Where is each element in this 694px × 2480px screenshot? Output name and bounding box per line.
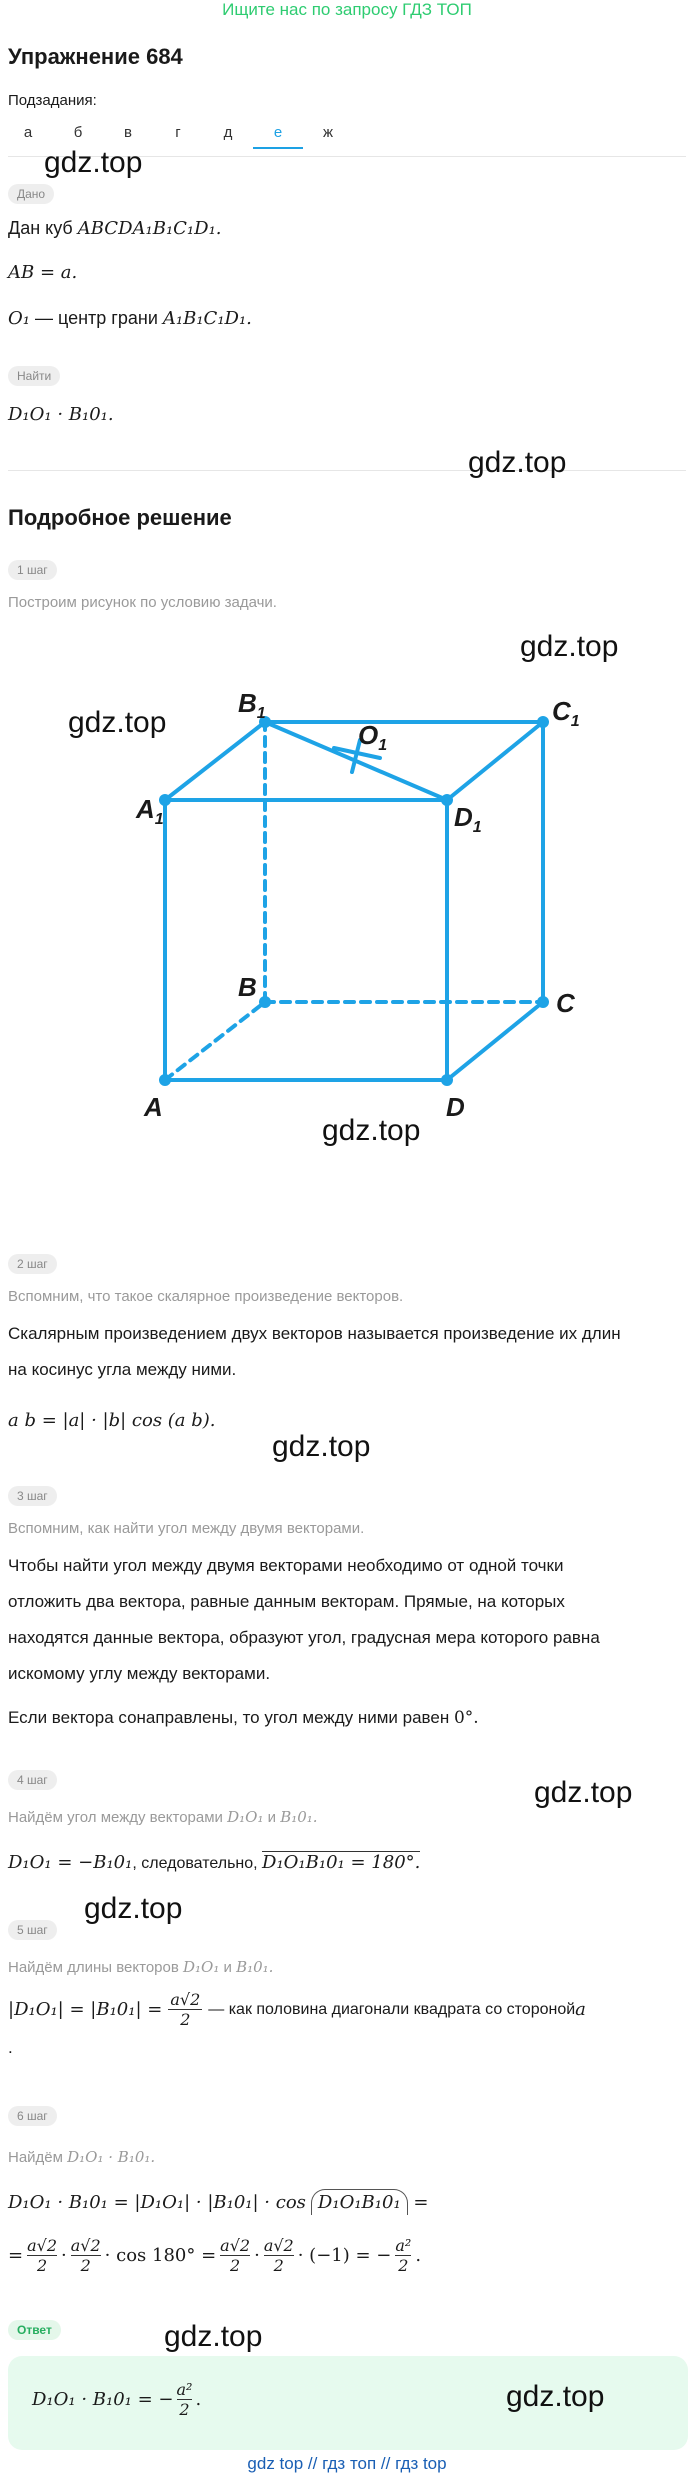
label-a: A [144, 1092, 163, 1122]
vertex-a1 [159, 794, 171, 806]
step-3-badge: 3 шаг [8, 1486, 57, 1506]
tab-v[interactable]: в [124, 124, 132, 141]
find-expression: D₁O₁ · B₁0₁. [8, 404, 114, 425]
label-c: C [556, 988, 575, 1018]
step-3-paragraph-1: Чтобы найти угол между двумя векторами необходимо от одной точки [8, 1556, 564, 1575]
tab-d[interactable]: д [223, 124, 233, 141]
label-a1: $A_1$ [136, 794, 164, 828]
vertex-d1 [441, 794, 453, 806]
step-1-caption: Построим рисунок по условию задачи. [8, 594, 277, 611]
answer-expression: D₁O₁ · B₁0₁ = − $\frac{\text{a²}}{2}$ . [32, 2380, 202, 2419]
step-2-text-1: Скалярным произведением двух векторов называется произведение их длин [8, 1324, 621, 1343]
given-badge: Дано [8, 184, 54, 204]
given-line-1: Дан куб ABCDA₁B₁C₁D₁. [8, 218, 222, 239]
label-o1: $O_1$ [358, 720, 388, 754]
footer-links[interactable]: gdz top // гдз топ // гдз top [247, 2454, 447, 2473]
solution-title: Подробное решение [8, 505, 232, 530]
watermark: gdz.top [44, 146, 143, 179]
step-3-paragraph-5: Если вектора сонаправлены, то угол между ними равен 0°. [8, 1708, 479, 1728]
tab-b[interactable]: б [73, 124, 83, 141]
step-2-text-2: на косинус угла между ними. [8, 1360, 237, 1379]
edge-c1-d1 [447, 722, 543, 800]
watermark: gdz.top [84, 1892, 183, 1925]
edge-a-b [165, 1002, 265, 1080]
step-6-badge: 6 шаг [8, 2106, 57, 2126]
step-4-badge: 4 шаг [8, 1770, 57, 1790]
label-b1: $B_1$ [238, 688, 266, 722]
step-3-paragraph-2: отложить два вектора, равные данным векторам. Прямые, на которых [8, 1592, 565, 1611]
step-5-tail: . [8, 2038, 13, 2057]
step-6-row-1: D₁O₁ · B₁0₁ = |D₁O₁| · |B₁0₁| · cos D₁O₁B₁0₁ = [8, 2192, 428, 2213]
step-3-paragraph-3: находятся данные вектора, образуют угол, градусная мера которого равна [8, 1628, 600, 1647]
exercise-title: Упражнение 684 [8, 44, 183, 69]
step-2-formula: a b = |a| · |b| cos (a b). [8, 1410, 216, 1431]
tab-e[interactable]: е [253, 124, 303, 149]
vertex-d [441, 1074, 453, 1086]
tab-a[interactable]: а [23, 124, 33, 141]
edge-d-c [447, 1002, 543, 1080]
watermark: gdz.top [534, 1776, 633, 1809]
cube-figure [0, 660, 694, 1140]
step-2-caption: Вспомним, что такое скалярное произведение векторов. [8, 1288, 404, 1305]
watermark: gdz.top [164, 2320, 263, 2353]
answer-badge: Ответ [8, 2320, 61, 2340]
find-badge: Найти [8, 366, 60, 386]
label-c1: $C_1$ [552, 696, 580, 730]
edge-a1-b1 [165, 722, 265, 800]
step-6-caption: Найдём D₁O₁ · B₁0₁. [8, 2148, 156, 2166]
label-d: D [446, 1092, 465, 1122]
watermark: gdz.top [506, 2380, 605, 2413]
given-line-2: AB = a. [8, 262, 78, 283]
step-6-row-2: = $\frac{a√2}{2}$ · a√2 2 · cos 180° = $\frac{a√2}{2}$ · a√2 2 · (−1) = − $\frac{\text{a²}}{2}$ . [8, 2236, 422, 2275]
vertex-c1 [537, 716, 549, 728]
step-4-caption: Найдём угол между векторами D₁O₁ и B₁0₁. [8, 1808, 318, 1826]
label-d1: $D_1$ [454, 802, 482, 836]
section-divider [8, 470, 686, 471]
step-2-badge: 2 шаг [8, 1254, 57, 1274]
top-banner: Ищите нас по запросу ГДЗ ТОП [222, 0, 472, 19]
subtasks-label: Подзадания: [8, 92, 97, 109]
tab-g[interactable]: г [175, 124, 181, 141]
label-b: B [238, 972, 257, 1002]
step-5-badge: 5 шаг [8, 1920, 57, 1940]
step-1-badge: 1 шаг [8, 560, 57, 580]
watermark: gdz.top [520, 630, 619, 663]
watermark: gdz.top [468, 446, 567, 479]
watermark: gdz.top [322, 1114, 421, 1147]
step-3-paragraph-4: искомому углу между векторами. [8, 1664, 271, 1683]
watermark: gdz.top [272, 1430, 371, 1463]
vertex-a [159, 1074, 171, 1086]
step-3-caption: Вспомним, как найти угол между двумя векторами. [8, 1520, 365, 1537]
vertex-b [259, 996, 271, 1008]
tab-zh[interactable]: ж [322, 124, 334, 141]
answer-box [8, 2356, 688, 2450]
step-5-caption: Найдём длины векторов D₁O₁ и B₁0₁. [8, 1958, 274, 1976]
step-4-equation: D₁O₁ = −B₁0₁, следовательно, D₁O₁B₁0₁ = 180°. [8, 1852, 421, 1873]
vertex-c [537, 996, 549, 1008]
step-5-equation: |D₁O₁| = |B₁0₁| = $\frac{a√2}{2}$ — как половина диагонали квадрата со стороной a [8, 1990, 586, 2029]
watermark: gdz.top [68, 706, 167, 739]
given-line-3: O₁ — центр грани A₁B₁C₁D₁. [8, 308, 252, 329]
